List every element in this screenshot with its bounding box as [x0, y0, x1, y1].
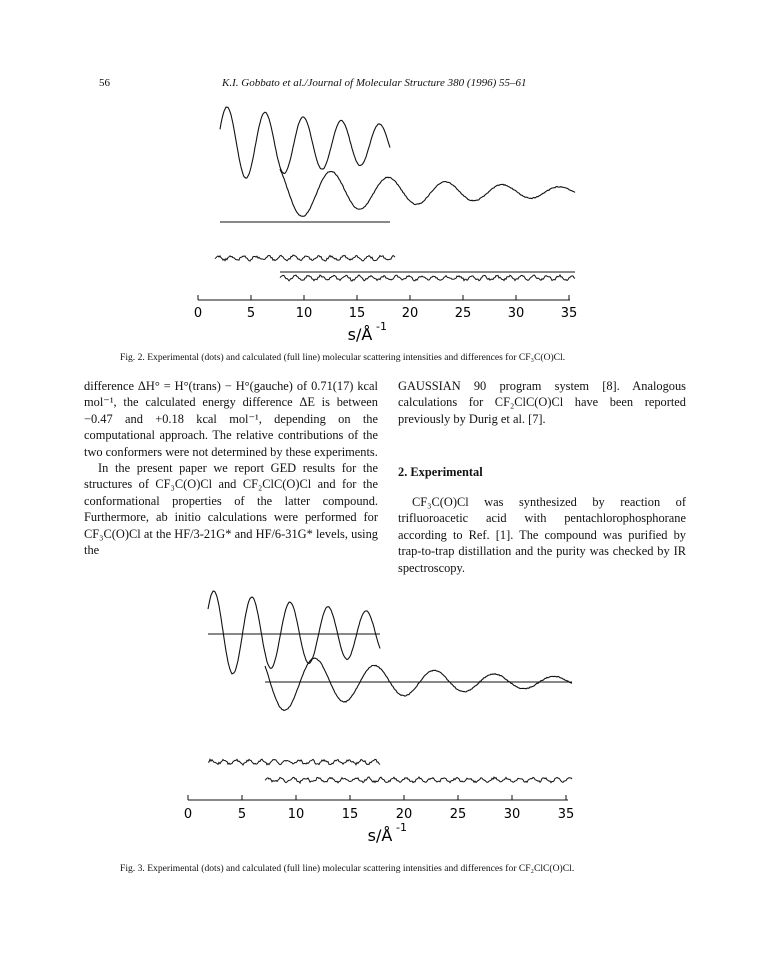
right-paragraph-2: CF₃C(O)Cl was synthesized by reaction of trifluoroacetic acid with pentachlorophosphorane according to Ref. [1]. The compound was purified by trap-to-trap distillation and the purity was checked by IR spectroscopy. [398, 495, 686, 575]
figure-2-plot [180, 92, 590, 347]
running-title: K.I. Gobbato et al./Journal of Molecular Structure 380 (1996) 55–61 [222, 77, 527, 89]
fig3-tick-label-25: 25 [449, 807, 467, 822]
fig3-tick-label-20: 20 [395, 807, 413, 822]
left-paragraph-2: In the present paper we report GED results for the structures of CF₃C(O)Cl and CF₂ClC(O)Cl and for the conformational properties of the latter compound. Furthermore, ab initio calculations were performed for CF₃C(O)Cl at the HF/3-21G* and HF/6-31G* levels, using the [84, 461, 378, 558]
figure-3-caption: Fig. 3. Experimental (dots) and calculated (full line) molecular scattering intensities and differences for CF₂ClC(O)Cl. [120, 863, 575, 874]
fig3-difference2 [265, 777, 572, 783]
fig3-tick-label-35: 35 [557, 807, 575, 822]
right-paragraph-1: GAUSSIAN 90 program system [8]. Analogous calculations for CF₂ClC(O)Cl have been reported previously by Durig et al. [7]. [398, 379, 686, 426]
fig3-tick-label-10: 10 [287, 807, 305, 822]
fig2-tick-label-30: 30 [507, 306, 525, 321]
section-title: 2. Experimental [398, 465, 483, 479]
left-column [84, 378, 378, 558]
fig2-difference2 [280, 275, 575, 281]
fig2-curve1 [220, 107, 390, 178]
fig3-axis-exponent: -1 [396, 821, 407, 834]
fig2-tick-label-15: 15 [348, 306, 366, 321]
fig3-tick-label-15: 15 [341, 807, 359, 822]
fig2-axis-label: s/Å [347, 325, 373, 344]
fig2-axis-exponent: -1 [376, 320, 387, 333]
figure-2-caption: Fig. 2. Experimental (dots) and calculated (full line) molecular scattering intensities and differences for CF₃C(O)Cl. [120, 352, 566, 363]
page-number: 56 [99, 77, 110, 89]
fig3-tick-label-30: 30 [503, 807, 521, 822]
fig2-tick-label-25: 25 [454, 306, 472, 321]
fig3-difference1 [208, 759, 380, 765]
fig2-tick-label-10: 10 [295, 306, 313, 321]
fig2-curve2 [280, 169, 575, 216]
fig3-tick-label-0: 0 [183, 807, 193, 822]
fig2-tick-label-0: 0 [193, 306, 203, 321]
fig3-curve2 [265, 658, 572, 710]
fig2-ticks [198, 295, 569, 300]
fig3-tick-label-5: 5 [237, 807, 247, 822]
fig3-curve1 [208, 591, 380, 674]
right-column-top [398, 378, 686, 427]
fig2-tick-label-5: 5 [246, 306, 256, 321]
figure-2 [180, 92, 590, 347]
fig2-difference1 [215, 255, 395, 261]
fig2-tick-label-35: 35 [560, 306, 578, 321]
fig2-tick-label-20: 20 [401, 306, 419, 321]
fig3-ticks [188, 795, 566, 800]
figure-3-plot [180, 582, 590, 857]
right-column-bottom [398, 494, 686, 576]
left-paragraph-1: difference ΔH° = H°(trans) − H°(gauche) of 0.71(17) kcal mol⁻¹, the calculated energy difference ΔE is between −0.47 and +0.18 kcal mol⁻¹, depending on the computational approach. The relative contributions of the two conformers were not determined by these experiments. [84, 379, 378, 459]
figure-3 [180, 582, 590, 857]
fig3-axis-label: s/Å [367, 826, 393, 845]
